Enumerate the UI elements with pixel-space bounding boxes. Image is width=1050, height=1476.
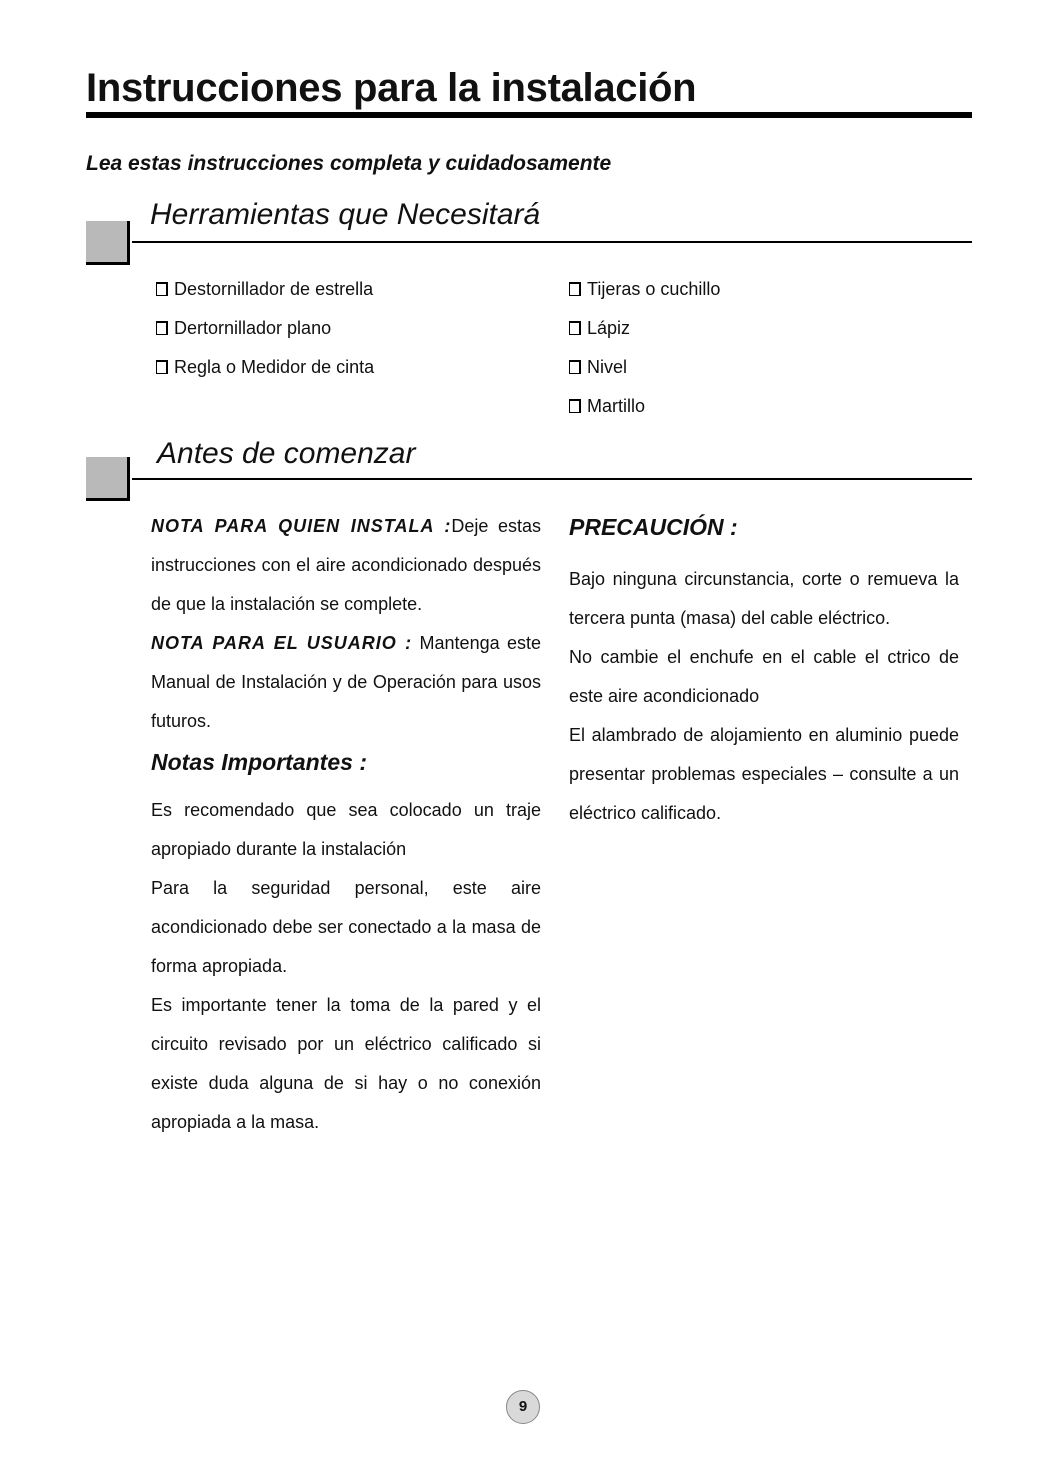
before-heading: Antes de comenzar	[157, 437, 416, 470]
important-text-2: Para la seguridad personal, este aire acondicionado debe ser conectado a la masa de forma apropiada.	[151, 878, 541, 976]
section-rule	[132, 478, 972, 480]
caution-text-1: Bajo ninguna circunstancia, corte o remueva la tercera punta (masa) del cable eléctrico.	[569, 569, 959, 628]
tool-item: Lápiz	[569, 316, 630, 340]
checkbox-icon	[156, 360, 168, 374]
tools-heading: Herramientas que Necesitará	[150, 198, 541, 231]
page-number-badge: 9	[506, 1390, 540, 1424]
caution-text-3: El alambrado de alojamiento en aluminio puede presentar problemas especiales – consulte a un eléctrico calificado.	[569, 725, 959, 823]
title-rule	[86, 112, 972, 118]
section-marker	[86, 457, 130, 501]
note-installer-lead: NOTA PARA QUIEN INSTALA :	[151, 516, 452, 536]
tool-item: Regla o Medidor de cinta	[156, 355, 374, 379]
checkbox-icon	[569, 360, 581, 374]
section-rule	[132, 241, 972, 243]
checkbox-icon	[156, 282, 168, 296]
note-installer: NOTA PARA QUIEN INSTALA :Deje estas instrucciones con el aire acondicionado después de que la instalación se complete.	[151, 516, 541, 614]
tool-item: Nivel	[569, 355, 627, 379]
checkbox-icon	[569, 321, 581, 335]
left-column	[151, 507, 541, 1142]
checkbox-icon	[156, 321, 168, 335]
checkbox-icon	[569, 399, 581, 413]
caution-text-2: No cambie el enchufe en el cable el ctrico de este aire acondicionado	[569, 647, 959, 706]
section-marker	[86, 221, 130, 265]
caution-heading: PRECAUCIÓN :	[569, 514, 738, 540]
right-column	[569, 512, 959, 833]
note-user: NOTA PARA EL USUARIO : Mantenga este Manual de Instalación y de Operación para usos futuros.	[151, 633, 542, 731]
tool-item: Martillo	[569, 394, 645, 418]
tool-item: Tijeras o cuchillo	[569, 277, 720, 301]
page-subtitle: Lea estas instrucciones completa y cuidadosamente	[86, 152, 612, 175]
checkbox-icon	[569, 282, 581, 296]
important-text: Es recomendado que sea colocado un traje apropiado durante la instalación	[151, 800, 541, 859]
tool-item: Destornillador de estrella	[156, 277, 373, 301]
important-text-3: Es importante tener la toma de la pared y el circuito revisado por un eléctrico calificado si existe duda alguna de si hay o no conexión apropiada a la masa.	[151, 995, 541, 1132]
note-user-lead: NOTA PARA EL USUARIO :	[151, 633, 413, 653]
tool-item: Dertornillador plano	[156, 316, 331, 340]
important-heading: Notas Importantes :	[151, 749, 367, 775]
page-title: Instrucciones para la instalación	[86, 66, 697, 110]
